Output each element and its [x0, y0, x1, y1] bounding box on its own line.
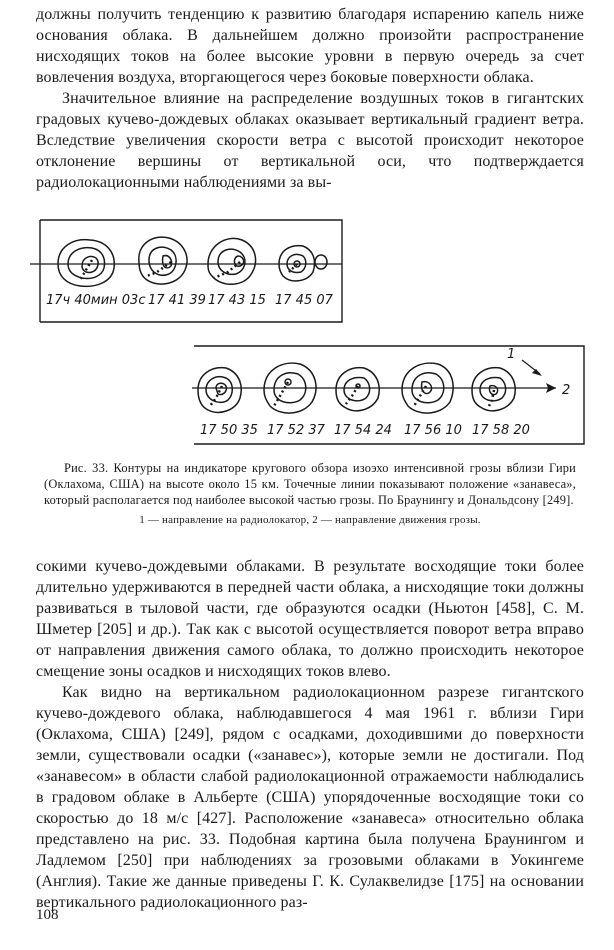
paragraph-2: Значительное влияние на распределение воздушных токов в гигантских градовых кучево-дождевых облаках оказывает вертикальный градиент ветра. Вследствие увеличения скорости ветра с высотой происходит некоторое отклонение вершины от вертикальной оси, что подтверждается радиолокационными наблюдениями за вы- [36, 90, 584, 191]
radar-contours-figure [0, 212, 614, 452]
storm-5 [198, 368, 241, 413]
storm-4 [279, 246, 327, 281]
time-label-1: 17ч 40мин 03с [46, 293, 146, 308]
storm-1 [58, 240, 114, 287]
storm-7 [336, 368, 379, 411]
storm-3 [208, 238, 256, 284]
arrow-1-label: 1 [507, 347, 516, 362]
arrow-1-head [532, 369, 542, 376]
caption-main: Рис. 33. Контуры на индикаторе кругового обзора изоэхо интенсивной грозы вблизи Гири (Оклахома, США) на высоте около 15 км. Точечные линии показывают положение «занавеса», который располагается под наиболее высокой частью грозы. По Браунингу и Дональдсону [249]. [44, 461, 576, 507]
time-label-4: 17 45 07 [275, 293, 333, 308]
paragraph-4: Как видно на вертикальном радиолокационном разрезе гигантского кучево-дождевого облака, наблюдавшегося 4 мая 1961 г. вблизи Гири (Оклахома, США) [249], рядом с осадками, доходившими до поверхности земли, существовали осадки («занавес»), которые земли не достигали. Под «занавесом» в области слабой радиолокационной отражаемости наблюдались в градовом облаке в Альберте (США) упорядоченные восходящие токи со скоростью до 18 м/с [427]. Расположение «занавеса» относительно облака представлено на рис. 33. Подобная картина была получена Браунингом и Ладлемом [250] при наблюдениях за грозовыми облаками в Уокингеме (Англия). Такие же данные приведены Г. К. Сулаквелидзе [175] на основании вертикального радиолокационного раз- [36, 684, 584, 911]
time-label-3: 17 43 15 [208, 293, 266, 308]
figure-33 [0, 212, 614, 452]
paragraph-3: сокими кучево-дождевыми облаками. В результате восходящие токи более длительно удерживаются в передней части облака, а нисходящие токи должны развиваться в тыловой части, где образуются осадки (Ньютон [458], С. М. Шметер [205] и др.). Так как с высотой осуществляется поворот ветра вправо от направления движения самого облака, то должно происходить некоторое смещение зоны осадков и нисходящих токов влево. [36, 558, 584, 680]
caption-legend: 1 — направление на радиолокатор, 2 — направление движения грозы. [139, 514, 481, 526]
bottom-text-block [36, 556, 584, 913]
row1-storms [58, 237, 327, 286]
storm-2 [139, 237, 187, 284]
time-label-9: 17 58 20 [472, 423, 530, 438]
figure-caption [44, 460, 576, 528]
time-label-6: 17 52 37 [267, 423, 325, 438]
paragraph-1: должны получить тенденцию к развитию благодаря испарению капель ниже основания облака. В дальнейшем должно произойти распространение нисходящих токов на более высокие уровни в первую очередь за счет вовлечения воздуха, вторгающегося через боковые поверхности облака. [36, 6, 584, 86]
storm-9 [472, 368, 515, 411]
time-label-2: 17 41 39 [148, 293, 206, 308]
arrow-2-label: 2 [562, 383, 571, 398]
top-text-block [36, 4, 584, 193]
time-label-5: 17 50 35 [200, 423, 258, 438]
time-label-7: 17 54 24 [334, 423, 392, 438]
time-label-8: 17 56 10 [404, 423, 462, 438]
page-number: 108 [36, 907, 59, 923]
